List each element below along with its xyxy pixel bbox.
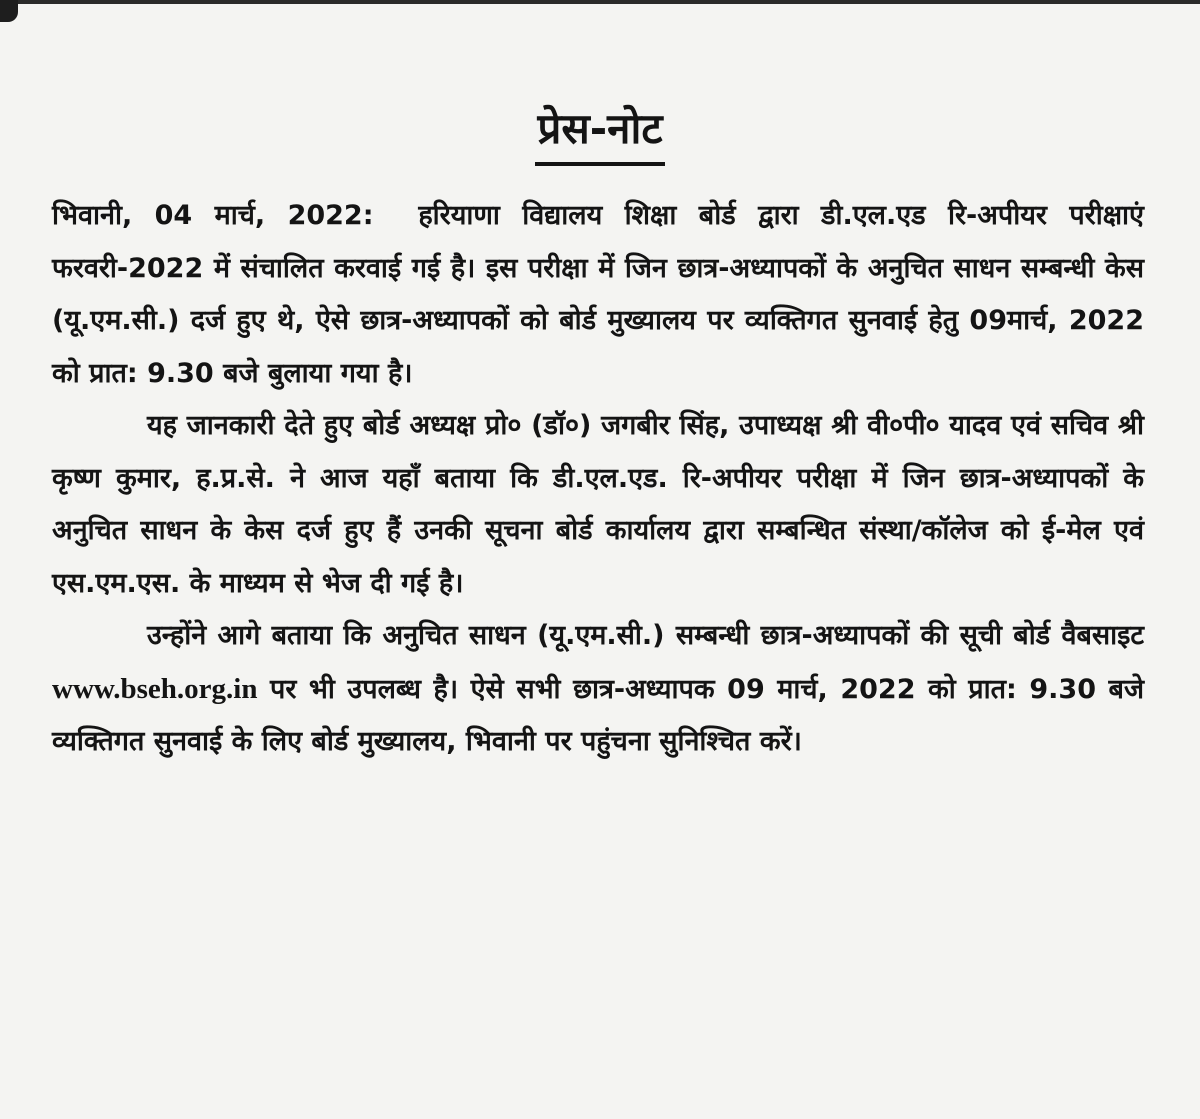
dateline: भिवानी, 04 मार्च, 2022:	[52, 200, 374, 231]
title-text: प्रेस-नोट	[535, 98, 664, 166]
page-title	[0, 98, 1200, 166]
paragraph-3-before: उन्होंने आगे बताया कि अनुचित साधन (यू.एम.सी.) सम्बन्धी छात्र-अध्यापकों की सूची बोर्ड वैबसाइट	[147, 620, 1144, 651]
paragraph-2: यह जानकारी देते हुए बोर्ड अध्यक्ष प्रो० (डॉ०) जगबीर सिंह, उपाध्यक्ष श्री वी०पी० यादव एवं सचिव श्री कृष्ण कुमार, ह.प्र.से. ने आज यहाँ बताया कि डी.एल.एड. रि-अपीयर परीक्षा में जिन छात्र-अध्यापकों के अनुचित साधन के केस दर्ज हुए हैं उनकी सूचना बोर्ड कार्यालय द्वारा सम्बन्धित संस्था/कॉलेज को ई-मेल एवं एस.एम.एस. के माध्यम से भेज दी गई है।	[52, 410, 1144, 599]
paragraph-3-after: पर भी उपलब्ध है। ऐसे सभी छात्र-अध्यापक 09 मार्च, 2022 को प्रात: 9.30 बजे व्यक्तिगत सुनवाई के लिए बोर्ड मुख्यालय, भिवानी पर पहुंचना सुनिश्चित करें।	[52, 673, 1145, 757]
website-link[interactable]: www.bseh.org.in	[52, 672, 258, 705]
paragraph-1-text: हरियाणा विद्यालय शिक्षा बोर्ड द्वारा डी.एल.एड रि-अपीयर परीक्षाएं फरवरी-2022 में संचालित करवाई गई है। इस परीक्षा में जिन छात्र-अध्यापकों के अनुचित साधन सम्बन्धी केस (यू.एम.सी.) दर्ज हुए थे, ऐसे छात्र-अध्यापकों को बोर्ड मुख्यालय पर व्यक्तिगत सुनवाई हेतु 09मार्च, 2022 को प्रात: 9.30 बजे बुलाया गया है।	[52, 200, 1144, 389]
scan-top-edge	[0, 0, 1200, 4]
paragraph-3	[52, 610, 1144, 769]
press-note-body	[52, 190, 1144, 769]
scan-corner-mark	[0, 0, 18, 22]
paragraph-1	[52, 190, 1144, 400]
